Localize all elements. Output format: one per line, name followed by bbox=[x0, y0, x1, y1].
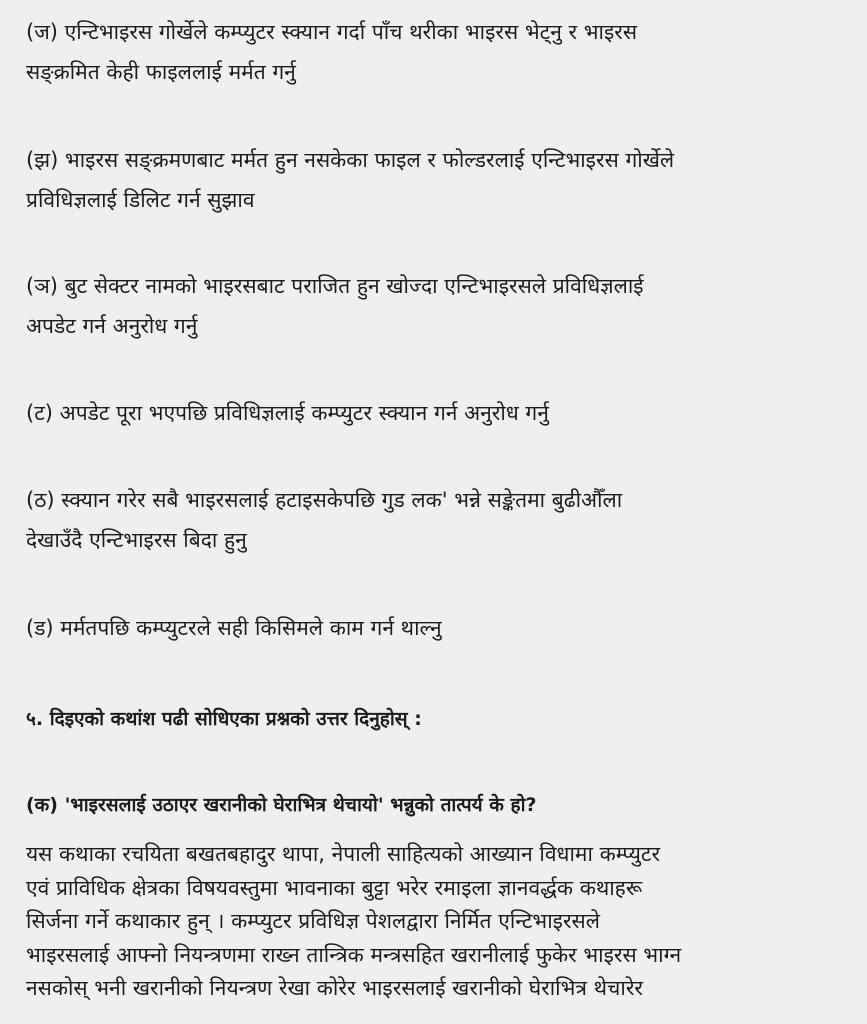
list-item-ta bbox=[26, 393, 847, 433]
answer-line: यस कथाका रचयिता बखतबहादुर थापा, नेपाली साहित्यको आख्यान विधामा कम्प्युटर bbox=[26, 842, 661, 866]
list-item-tha bbox=[26, 480, 847, 560]
list-item-line: (ट) अपडेट पूरा भएपछि प्रविधिज्ञलाई कम्प्युटर स्क्यान गर्न अनुरोध गर्नु bbox=[26, 401, 549, 425]
list-item-line: देखाउँदै एन्टिभाइरस बिदा हुनु bbox=[26, 528, 247, 552]
list-item-line: (ज) एन्टिभाइरस गोर्खेले कम्प्युटर स्क्यान गर्दा पाँच थरीका भाइरस भेट्नु र भाइरस bbox=[26, 20, 638, 44]
answer-line: सिर्जना गर्ने कथाकार हुन् । कम्प्युटर प्रविधिज्ञ पेशलद्वारा निर्मित एन्टिभाइरसले bbox=[26, 909, 600, 933]
list-item-ja bbox=[26, 12, 847, 92]
list-item-line: प्रविधिज्ञलाई डिलिट गर्न सुझाव bbox=[26, 188, 255, 212]
question-heading bbox=[26, 699, 847, 739]
list-item-line: (ञ) बुट सेक्टर नामको भाइरसबाट पराजित हुन खोज्दा एन्टिभाइरसले प्रविधिज्ञलाई bbox=[26, 274, 644, 298]
list-item-line: (झ) भाइरस सङ्क्रमणबाट मर्मत हुन नसकेका फाइल र फोल्डरलाई एन्टिभाइरस गोर्खेले bbox=[26, 148, 675, 172]
list-item-jha bbox=[26, 140, 847, 220]
sub-question bbox=[26, 785, 847, 825]
list-item-line: सङ्क्रमित केही फाइललाई मर्मत गर्नु bbox=[26, 60, 296, 84]
answer-line: एवं प्राविधिक क्षेत्रका विषयवस्तुमा भावनाका बुट्टा भरेर रमाइला ज्ञानवर्द्धक कथाहरू bbox=[26, 875, 643, 900]
sub-question-text: (क) 'भाइरसलाई उठाएर खरानीको घेराभित्र थेचायो' भन्नुको तात्पर्य के हो? bbox=[26, 794, 537, 816]
question-heading-text: ५. दिइएको कथांश पढी सोधिएका प्रश्नको उत्तर दिनुहोस् : bbox=[26, 708, 422, 730]
answer-line: नसकोस् भनी खरानीको नियन्त्रण रेखा कोरेर भाइरसलाई खरानीको घेराभित्र थेचारेर bbox=[26, 976, 643, 1000]
list-item-line: अपडेट गर्न अनुरोध गर्नु bbox=[26, 314, 198, 338]
list-item-nya bbox=[26, 266, 847, 346]
list-item-line: (ड) मर्मतपछि कम्प्युटरले सही किसिमले काम गर्न थाल्नु bbox=[26, 616, 442, 640]
answer-paragraph bbox=[26, 838, 847, 1006]
list-item-line: (ठ) स्क्यान गरेर सबै भाइरसलाई हटाइसकेपछि गुड लक' भन्ने सङ्केतमा बुढीऔँला bbox=[26, 488, 623, 512]
list-item-da bbox=[26, 608, 847, 648]
answer-line: भाइरसलाई आफ्नो नियन्त्रणमा राख्न तान्त्रिक मन्त्रसहित खरानीलाई फुकेर भाइरस भाग्न bbox=[26, 942, 682, 967]
